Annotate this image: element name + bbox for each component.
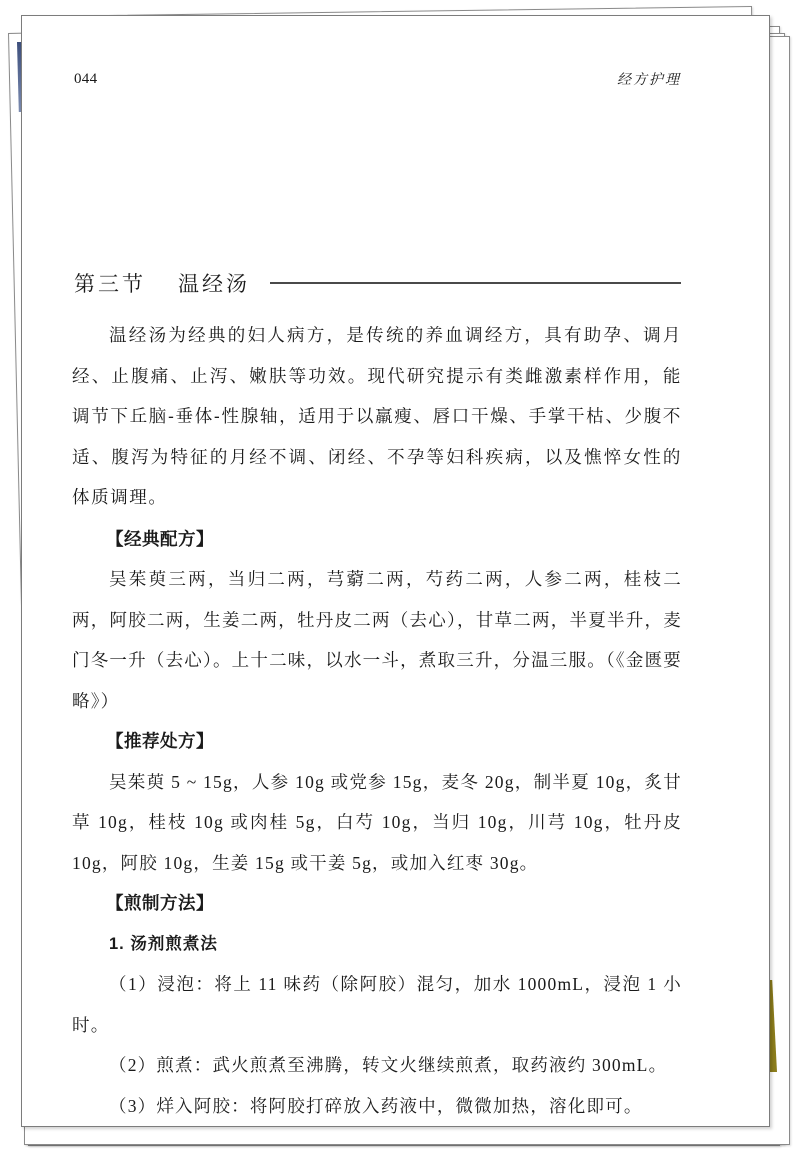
intro-paragraph: 温经汤为经典的妇人病方，是传统的养血调经方，具有助孕、调月经、止腹痛、止泻、嫩肤等功效。现代研究提示有类雌激素样作用，能调节下丘脑-垂体-性腺轴，适用于以羸瘦、唇口干燥、手掌干枯、少腹不适、腹泻为特征的月经不调、闭经、不孕等妇科疾病，以及憔悴女性的体质调理。 — [72, 326, 682, 508]
step-dissolve: （3）烊入阿胶：将阿胶打碎放入药液中，微微加热，溶化即可。 — [109, 1095, 643, 1116]
heading-rule — [270, 282, 681, 284]
book-title: 经方护理 — [617, 72, 681, 88]
classic-formula-text: 吴茱萸三两，当归二两，芎藭二两，芍药二两，人参二两，桂枝二两，阿胶二两，生姜二两，牡丹皮二两（去心），甘草二两，半夏半升，麦门冬一升（去心）。上十二味，以水一斗，煮取三升，分温三服。（《金匮要略》） — [72, 569, 682, 711]
page-number: 044 — [74, 70, 98, 87]
page-body — [72, 316, 682, 1126]
recommended-formula-text: 吴茱萸 5 ~ 15g，人参 10g 或党参 15g，麦冬 20g，制半夏 10g，炙甘草 10g，桂枝 10g 或肉桂 5g，白芍 10g，当归 10g，川芎 10g，牡丹皮 10g，阿胶 10g，生姜 15g 或干姜 5g，或加入红枣 30g。 — [72, 771, 682, 873]
section-title: 温经汤 — [178, 272, 250, 296]
method-title: 1. 汤剂煎煮法 — [109, 934, 218, 953]
running-header — [74, 68, 681, 90]
step-soak: （1）浸泡：将上 11 味药（除阿胶）混匀，加水 1000mL，浸泡 1 小时。 — [72, 974, 682, 1035]
step-decoct: （2）煎煮：武火煎煮至沸腾，转文火继续煎煮，取药液约 300mL。 — [109, 1055, 668, 1075]
section-heading — [74, 268, 681, 298]
preparation-label: 【煎制方法】 — [106, 893, 214, 913]
section-number: 第三节 — [74, 272, 146, 296]
classic-formula-label: 【经典配方】 — [106, 528, 214, 549]
recommended-formula-label: 【推荐处方】 — [106, 731, 214, 751]
